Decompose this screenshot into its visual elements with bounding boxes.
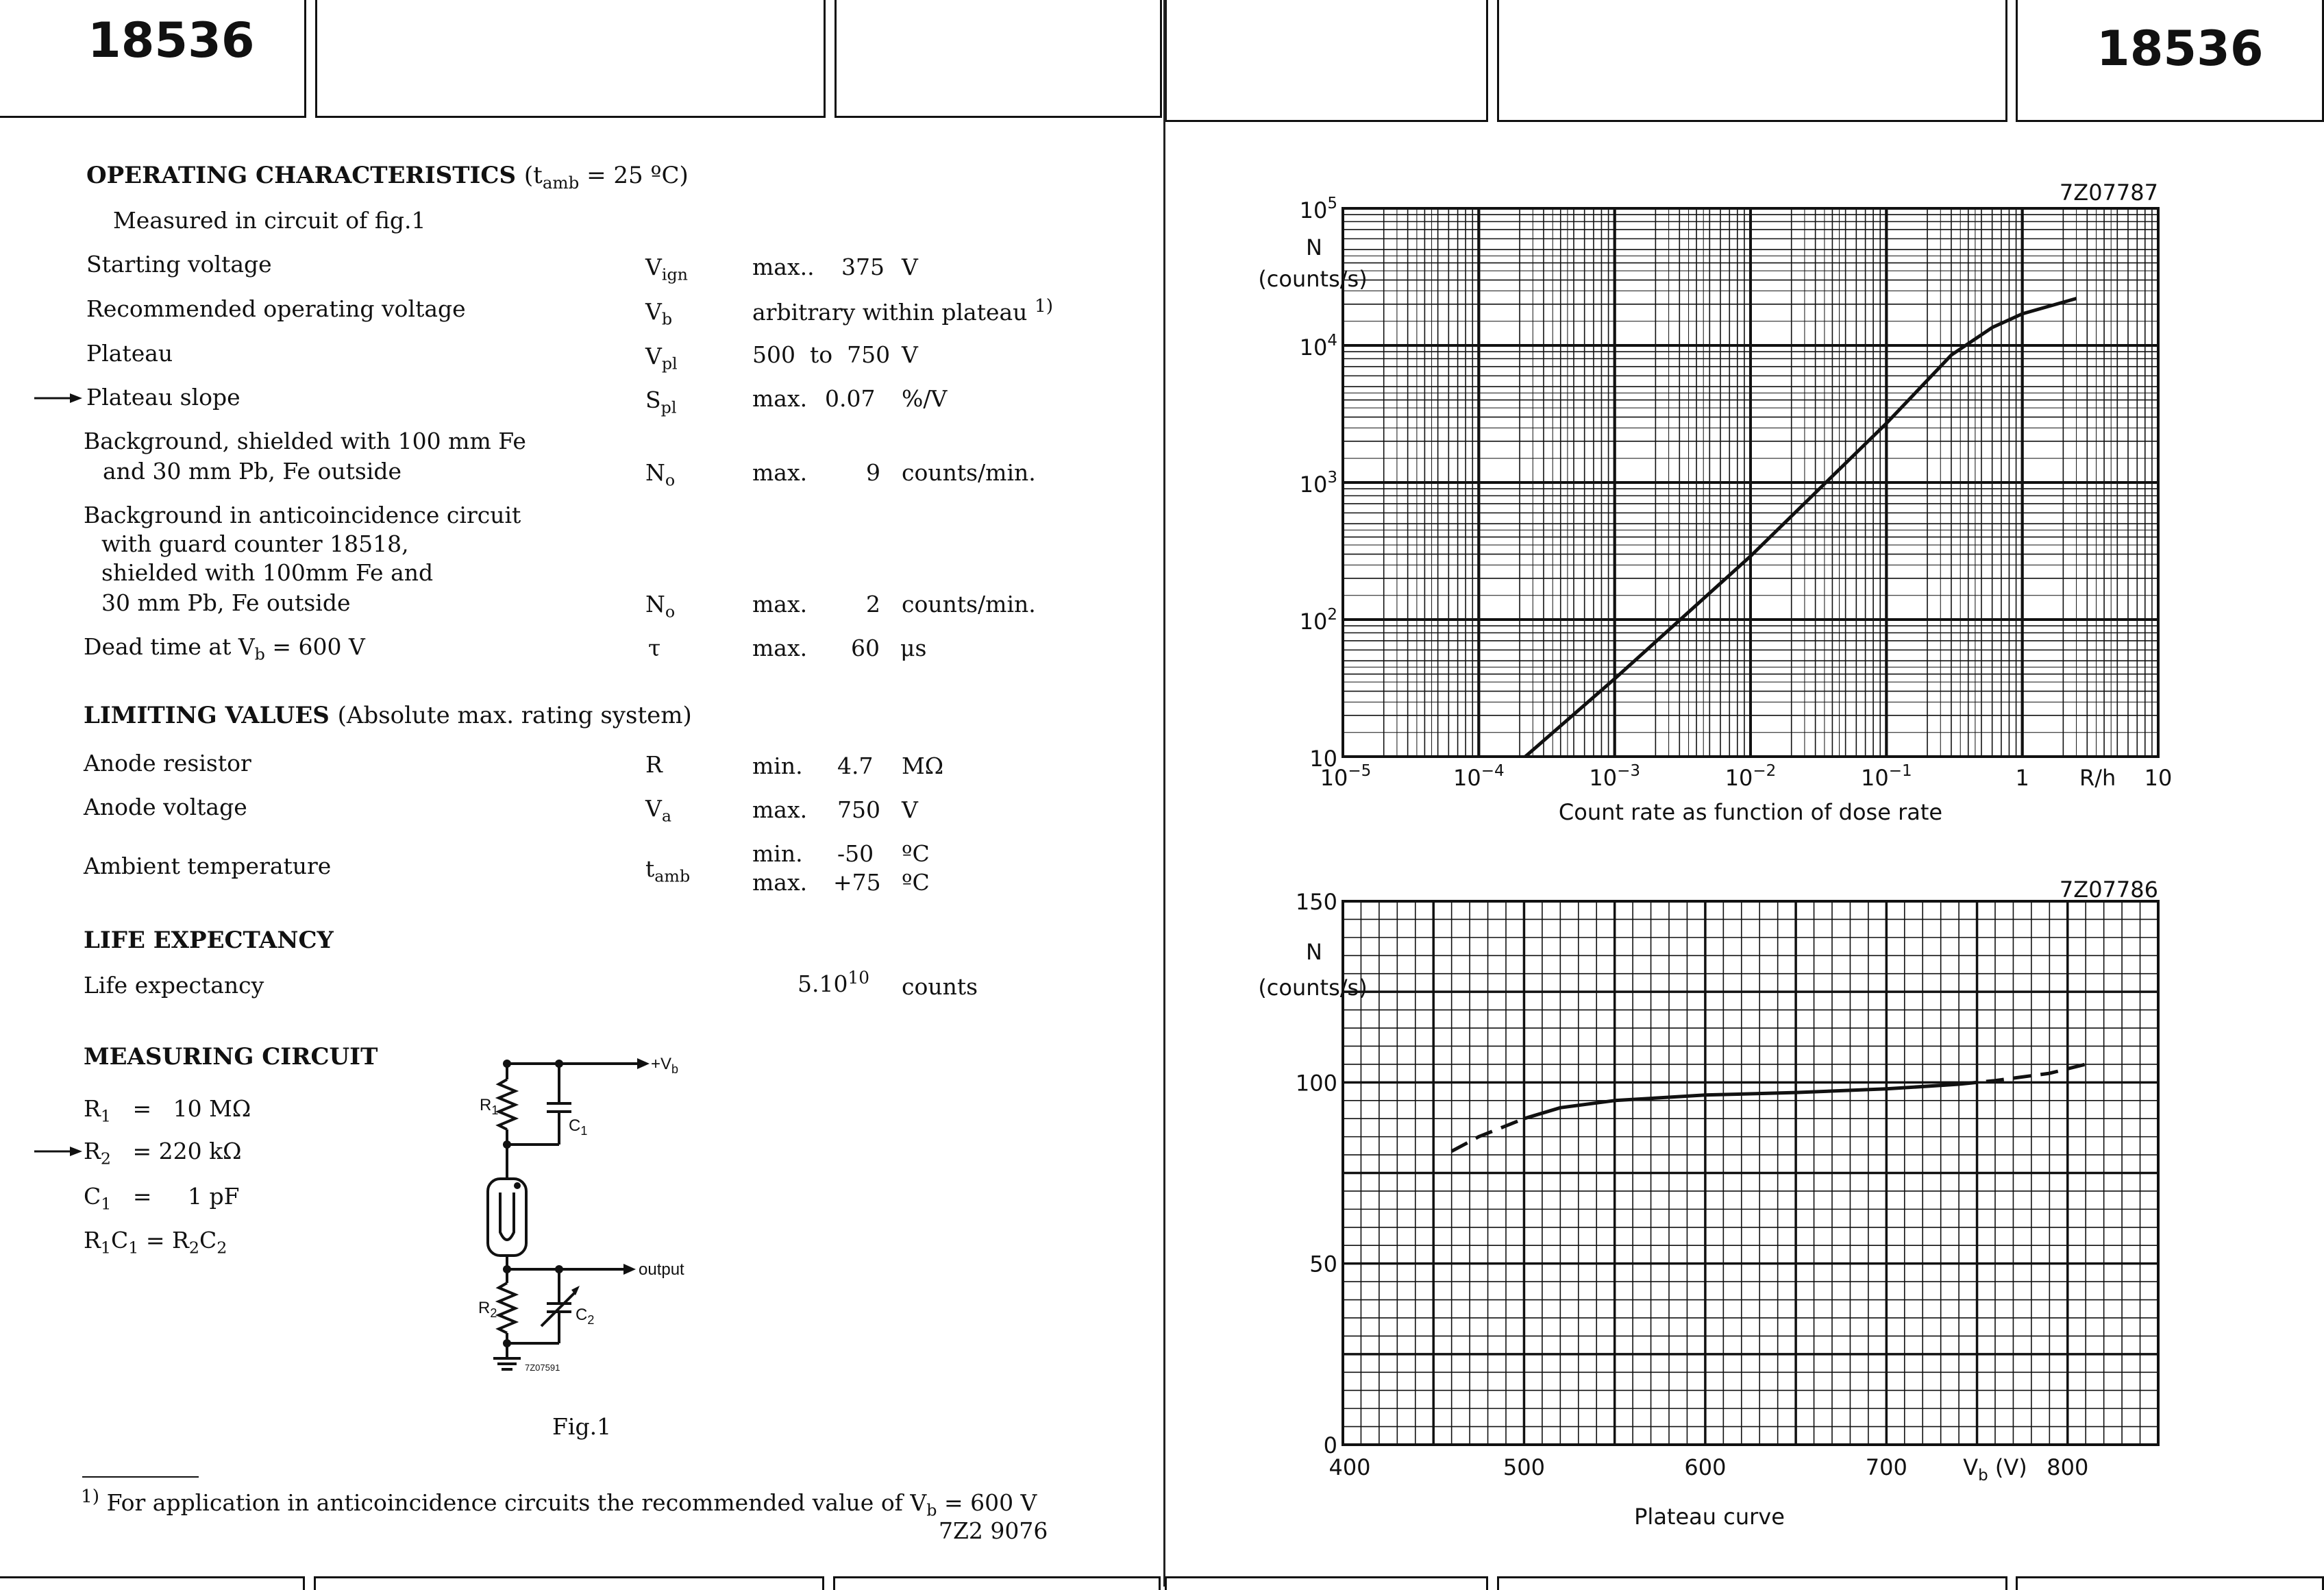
anode-voltage-value: 750	[837, 796, 880, 823]
circuit-label-vb: $+V_b$	[651, 1055, 679, 1076]
x-axis-unit-label: R/h	[2079, 765, 2116, 791]
ambient-temp-min-label: min.	[752, 840, 803, 867]
plateau-label: Plateau	[86, 340, 173, 367]
anticoincidence-a: max.	[752, 591, 808, 617]
anode-voltage-a: max.	[752, 796, 808, 823]
r2-arrow-icon	[34, 1145, 82, 1158]
starting-voltage-value: 375	[841, 254, 885, 280]
operating-condition: ($t_{amb} = 25$ ºC)	[523, 162, 689, 193]
circuit-code: 7Z07591	[525, 1362, 560, 1373]
header-cell-left-2	[315, 0, 826, 118]
footnote-code: 7Z2 9076	[939, 1517, 1048, 1544]
plateau-slope-label: Plateau slope	[86, 384, 240, 411]
dose-rate-chart	[1258, 180, 2179, 831]
y-tick-label: $10^3$	[1299, 469, 1337, 498]
anode-resistor-label: Anode resistor	[84, 750, 251, 776]
anticoincidence-unit: counts/min.	[902, 591, 1036, 617]
fig-caption: Fig.1	[552, 1413, 612, 1440]
background-label-2: and 30 mm Pb, Fe outside	[103, 458, 402, 485]
ambient-temp-max-label: max.	[752, 869, 808, 896]
starting-voltage-unit: V	[902, 254, 918, 280]
ambient-temp-min-value: -50	[837, 840, 874, 867]
footer-cell-5	[1497, 1576, 2007, 1590]
y-tick-label: $10^4$	[1299, 332, 1337, 360]
anode-voltage-symbol: $V_a$	[645, 795, 672, 826]
dead-time-label: Dead time at $V_b = 600$ V	[84, 633, 365, 664]
background-a: max.	[752, 459, 808, 486]
plateau-chart	[1258, 877, 2179, 1535]
rc-equation: $R_1C_1 = R_2C_2$	[84, 1227, 227, 1258]
header-cell-left-3	[835, 0, 1162, 118]
footer-cell-3	[833, 1576, 1161, 1590]
measured-note: Measured in circuit of fig.1	[113, 207, 426, 234]
footnote-rule	[82, 1476, 199, 1478]
plateau-range: 500 to 750	[752, 341, 891, 368]
life-value: 5.10$^{10}$	[798, 968, 869, 997]
dose-rate-grid	[1343, 208, 2158, 757]
dead-time-symbol: τ	[648, 635, 661, 661]
y-axis-label-unit: (counts/s)	[1258, 975, 1368, 1001]
x-tick-label: 1	[2015, 765, 2029, 791]
anode-resistor-value: 4.7	[837, 753, 874, 779]
y-tick-label: 0	[1323, 1432, 1337, 1458]
plateau-slope-arrow-icon	[34, 391, 82, 405]
chart-caption: Plateau curve	[1634, 1504, 1785, 1530]
anode-resistor-symbol: R	[645, 751, 663, 778]
y-tick-label: 10	[1309, 746, 1337, 772]
page-number-right: 18536	[2097, 21, 2264, 77]
ambient-temp-min-unit: ºC	[902, 840, 930, 867]
r2-spec: $R_2$ = 220 kΩ	[84, 1138, 242, 1169]
anticoincidence-value: 2	[866, 591, 880, 617]
footer-cell-4	[1165, 1576, 1488, 1590]
circuit-label-r1: $R_1$	[480, 1096, 499, 1117]
plateau-symbol: $V_{pl}$	[645, 343, 678, 374]
dead-time-a: max.	[752, 635, 808, 661]
page-divider	[1163, 0, 1165, 1587]
y-tick-label: 100	[1295, 1070, 1337, 1097]
circuit-title: MEASURING CIRCUIT	[84, 1043, 378, 1071]
background-symbol: $N_o$	[645, 459, 676, 490]
y-tick-label: $10^5$	[1299, 195, 1337, 223]
header-cell-right-1	[1165, 0, 1488, 122]
y-axis-label-unit: (counts/s)	[1258, 266, 1368, 292]
x-tick-label: $10^{-1}$	[1861, 762, 1912, 791]
x-tick-label: $10^{-5}$	[1320, 762, 1372, 791]
background-label-1: Background, shielded with 100 mm Fe	[84, 428, 526, 454]
background-unit: counts/min.	[902, 459, 1036, 486]
ambient-temp-symbol: $t_{amb}$	[645, 855, 691, 886]
x-tick-label: 400	[1328, 1454, 1371, 1480]
footer-cell-2	[314, 1576, 824, 1590]
anode-resistor-unit: MΩ	[902, 753, 944, 779]
y-tick-label: 150	[1295, 889, 1337, 915]
footnote-text: $^{1)}$ For application in anticoincidence circuits the recommended value of $V_b = 600$ V	[81, 1486, 1037, 1520]
dead-time-value: 60	[851, 635, 880, 661]
operating-voltage-value: arbitrary within plateau $^{1)}$	[752, 295, 1054, 326]
limiting-title: LIMITING VALUES (Absolute max. rating system)	[84, 702, 692, 729]
anode-voltage-label: Anode voltage	[84, 794, 247, 820]
plateau-slope-a: max.	[752, 385, 808, 412]
circuit-label-c1: $C_1$	[569, 1116, 588, 1138]
circuit-label-output: output	[639, 1260, 684, 1279]
ambient-temp-label: Ambient temperature	[84, 853, 332, 879]
x-tick-label: 500	[1503, 1454, 1545, 1480]
y-axis-label-n: N	[1306, 939, 1322, 965]
life-label: Life expectancy	[84, 972, 264, 999]
footer-cell-6	[2016, 1576, 2324, 1590]
operating-voltage-symbol: $V_b$	[645, 298, 673, 329]
chart-code: 7Z07787	[2059, 180, 2158, 206]
operating-voltage-label: Recommended operating voltage	[86, 295, 466, 322]
anode-resistor-a: min.	[752, 753, 803, 779]
x-tick-label: $10^{-3}$	[1589, 762, 1640, 791]
x-tick-label: 800	[2047, 1454, 2089, 1480]
plateau-slope-value: 0.07	[825, 385, 876, 412]
chart-code: 7Z07786	[2059, 877, 2158, 903]
x-tick-label: 10	[2144, 765, 2173, 791]
footer-cell-1	[0, 1576, 305, 1590]
background-value: 9	[866, 459, 880, 486]
header-cell-right-2	[1497, 0, 2007, 122]
ambient-temp-max-unit: ºC	[902, 869, 930, 896]
anticoincidence-label-3: shielded with 100mm Fe and	[101, 559, 434, 586]
operating-title	[86, 162, 689, 193]
starting-voltage-a: max..	[752, 254, 815, 280]
circuit-diagram	[466, 1049, 754, 1391]
starting-voltage-symbol: $V_{ign}$	[645, 254, 688, 284]
circuit-label-c2: $C_2$	[576, 1306, 595, 1327]
plateau-slope-unit: %/V	[902, 385, 948, 412]
x-axis-label: $V_b$ (V)	[1963, 1454, 2027, 1484]
life-title: LIFE EXPECTANCY	[84, 927, 334, 954]
operating-title-text: OPERATING CHARACTERISTICS	[86, 162, 517, 189]
life-unit: counts	[902, 973, 978, 1000]
starting-voltage-label: Starting voltage	[86, 251, 272, 278]
x-tick-label: $10^{-2}$	[1725, 762, 1777, 791]
anticoincidence-label-4: 30 mm Pb, Fe outside	[101, 589, 351, 616]
plateau-grid	[1343, 901, 2158, 1445]
y-tick-label: 50	[1309, 1251, 1337, 1277]
ambient-temp-max-value: +75	[833, 869, 881, 896]
anode-voltage-unit: V	[902, 796, 918, 823]
y-tick-label: $10^2$	[1299, 606, 1337, 635]
x-tick-label: 700	[1865, 1454, 1907, 1480]
anticoincidence-label-2: with guard counter 18518,	[101, 530, 409, 557]
anticoincidence-label-1: Background in anticoincidence circuit	[84, 502, 521, 528]
plateau-unit: V	[902, 341, 918, 368]
plateau-slope-symbol: $S_{pl}$	[645, 387, 677, 417]
x-tick-label: 600	[1684, 1454, 1727, 1480]
c1-spec: $C_1$ = 1 pF	[84, 1183, 240, 1214]
circuit-label-r2: $R_2$	[478, 1299, 497, 1320]
chart-caption: Count rate as function of dose rate	[1558, 799, 1943, 825]
y-axis-label-n: N	[1306, 234, 1322, 260]
dead-time-unit: μs	[900, 635, 927, 661]
anticoincidence-symbol: $N_o$	[645, 591, 676, 622]
page-number-left: 18536	[88, 12, 255, 69]
r1-spec: $R_1$ = 10 MΩ	[84, 1095, 251, 1126]
x-tick-label: $10^{-4}$	[1453, 762, 1505, 791]
